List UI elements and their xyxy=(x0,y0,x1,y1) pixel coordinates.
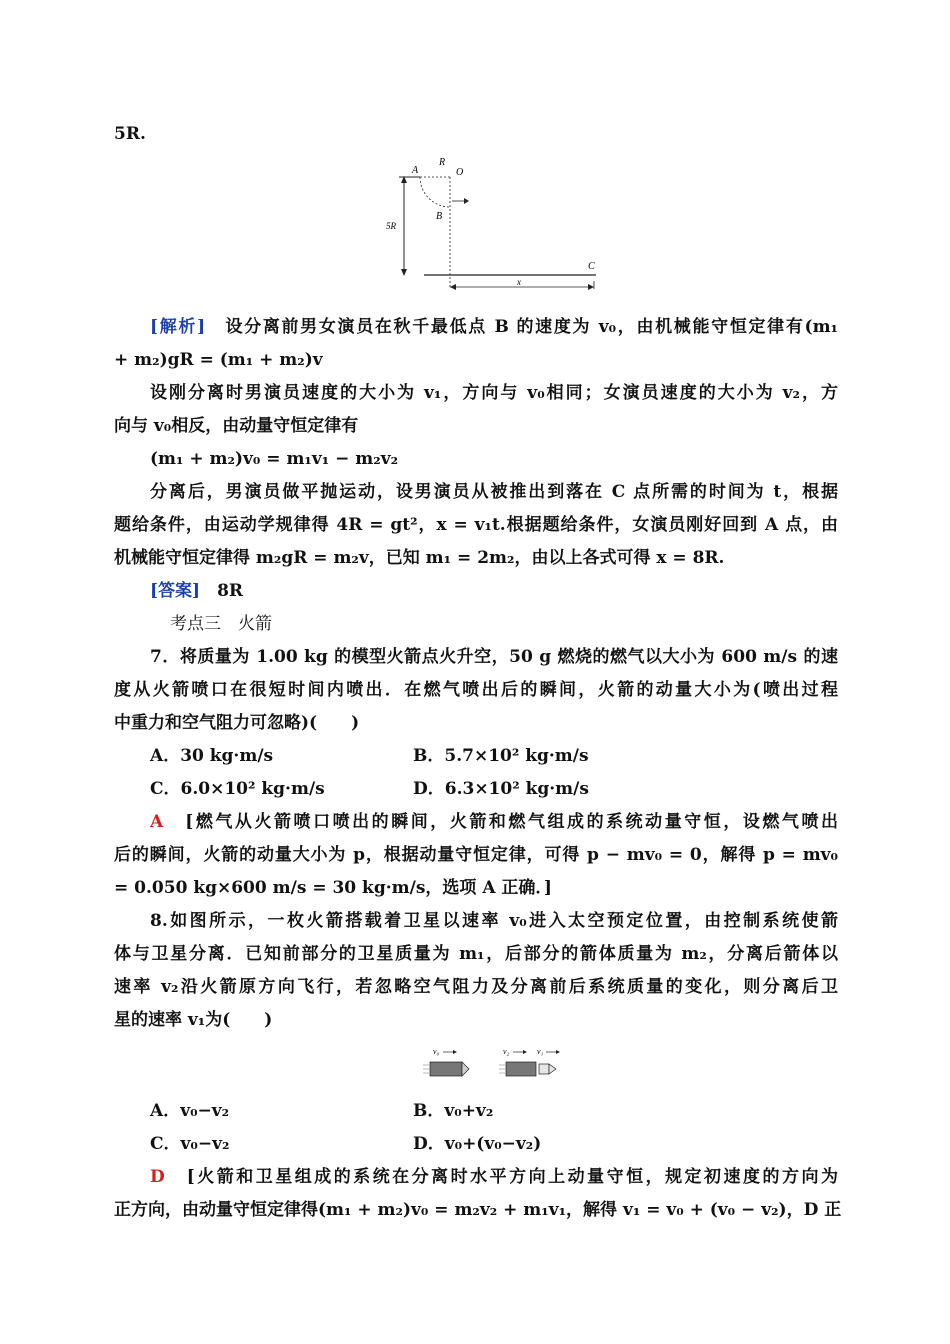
question-7-line: 7．将质量为 1.00 kg 的模型火箭点火升空，50 g 燃烧的燃气以大小为 600 m/s 的速 xyxy=(150,647,838,667)
label-x: x xyxy=(517,277,521,287)
label-B: B xyxy=(436,211,443,222)
option-c: C．v₀−v₂ xyxy=(150,1134,230,1154)
answer-letter: D xyxy=(150,1167,165,1187)
solution-line: 向与 v₀相反，由动量守恒定律有 xyxy=(114,416,359,436)
explanation-line: D [火箭和卫星组成的系统在分离时水平方向上动量守恒，规定初速度的方向为 xyxy=(150,1167,838,1187)
explanation-line: 正方向，由动量守恒定律得(m₁ + m₂)v₀ = m₂v₂ + m₁v₁，解得 v₁ = v₀ + (v₀ − v₂)，D 正 xyxy=(114,1200,842,1220)
label-A: A xyxy=(412,165,419,176)
label-v1: v₁ xyxy=(537,1047,544,1056)
analysis-tag: [解析] xyxy=(150,317,206,337)
question-8-line: 速率 v₂沿火箭原方向飞行，若忽略空气阻力及分离前后系统质量的变化，则分离后卫 xyxy=(114,977,838,997)
solution-equation: (m₁ + m₂)v₀ = m₁v₁ − m₂v₂ xyxy=(150,449,399,469)
rocket-body xyxy=(506,1062,536,1076)
answer-tag: [答案] xyxy=(150,581,201,601)
solution-line: 机械能守恒定律得 m₂gR = m₂v，已知 m₁ = 2m₂，由以上各式可得 x = 8R. xyxy=(114,548,725,568)
options-row xyxy=(114,740,838,773)
solution-line: + m₂)gR = (m₁ + m₂)v xyxy=(114,350,323,370)
label-v0: v₀ xyxy=(433,1047,440,1056)
document-page xyxy=(114,118,842,1227)
label-5R: 5R xyxy=(386,221,396,231)
label-C: C xyxy=(588,261,595,272)
solution-line: 题给条件，由运动学规律得 4R = gt²，x = v₁t.根据题给条件，女演员刚好回到 A 点，由 xyxy=(114,515,838,535)
option-a: A．v₀−v₂ xyxy=(150,1101,230,1121)
question-7-line: 中重力和空气阻力可忽略)( ) xyxy=(114,713,360,733)
explanation-line: = 0.050 kg×600 m/s = 30 kg·m/s，选项 A 正确．] xyxy=(114,878,552,898)
option-d: D．6.3×10² kg·m/s xyxy=(413,779,589,799)
question-8-line: 体与卫星分离．已知前部分的卫星质量为 m₁，后部分的箭体质量为 m₂，分离后箭体以 xyxy=(114,944,838,964)
answer-letter: A xyxy=(150,812,164,832)
options-row xyxy=(114,1128,838,1161)
solution-line: [解析] 设分离前男女演员在秋千最低点 B 的速度为 v₀，由机械能守恒定律有(m₁ xyxy=(150,317,839,337)
label-v2: v₂ xyxy=(503,1047,510,1056)
question-7-line: 度从火箭喷口在很短时间内喷出．在燃气喷出后的瞬间，火箭的动量大小为(喷出过程 xyxy=(114,680,838,700)
option-c: C．6.0×10² kg·m/s xyxy=(150,779,325,799)
options-row xyxy=(114,1095,838,1128)
solution-line: 设刚分离时男演员速度的大小为 v₁，方向与 v₀相同；女演员速度的大小为 v₂，方 xyxy=(150,383,838,403)
option-d: D．v₀+(v₀−v₂) xyxy=(413,1134,542,1154)
rocket-diagram xyxy=(419,1045,569,1085)
question-8-line: 8.如图所示，一枚火箭搭载着卫星以速率 v₀进入太空预定位置，由控制系统使箭 xyxy=(150,911,838,931)
previous-text-end: 5R. xyxy=(114,124,146,144)
swing-diagram xyxy=(384,157,614,297)
option-b: B．5.7×10² kg·m/s xyxy=(413,746,589,766)
explanation-line: 后的瞬间，火箭的动量大小为 p，根据动量守恒定律，可得 p − mv₀ = 0，解得 p = mv₀ xyxy=(114,845,838,865)
question-8-line: 星的速率 v₁为( ) xyxy=(114,1010,273,1030)
rocket-whole xyxy=(430,1062,462,1076)
option-a: A．30 kg·m/s xyxy=(150,746,274,766)
answer-line: [答案] 8R xyxy=(150,581,244,601)
solution-line: 分离后，男演员做平抛运动，设男演员从被推出到落在 C 点所需的时间为 t，根据 xyxy=(150,482,838,502)
swing-arc xyxy=(420,177,450,207)
label-O: O xyxy=(456,167,464,178)
section-title: 考点三 火箭 xyxy=(170,614,272,634)
label-R: R xyxy=(439,157,446,168)
explanation-line: A [燃气从火箭喷口喷出的瞬间，火箭和燃气组成的系统动量守恒，设燃气喷出 xyxy=(150,812,839,832)
satellite xyxy=(539,1064,549,1074)
option-b: B．v₀+v₂ xyxy=(413,1101,494,1121)
options-row xyxy=(114,773,838,806)
